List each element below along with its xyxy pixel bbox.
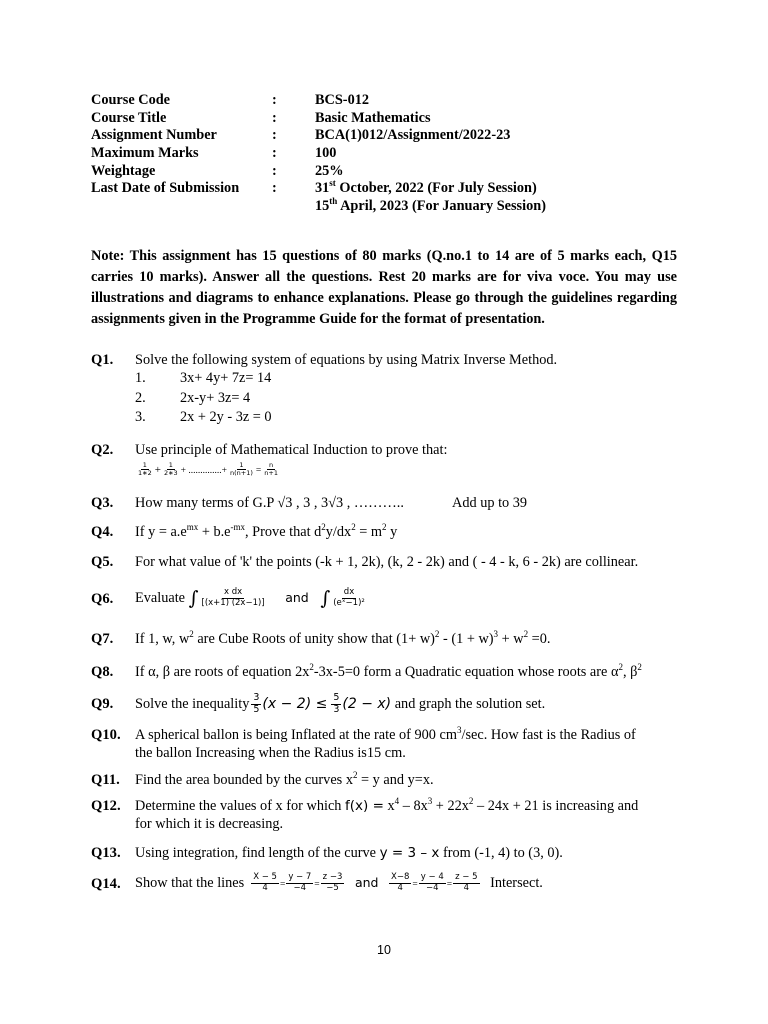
header-colon: :: [272, 180, 277, 197]
header-row-course-title: [91, 110, 546, 128]
question-body: Determine the values of x for which $f(x) = x^4 - 8x^3 + 22x^2 - 24x + 21$ is increasing and for which it is decreasing.: [135, 796, 639, 832]
question-number: Q4.: [91, 524, 114, 540]
question-body: If α, β are roots of equation $2x^2-3x-5=0$ form a Quadratic equation whose roots are $\alpha^2$, $\beta^2$: [135, 662, 642, 680]
header-colon: :: [272, 109, 277, 126]
header-row-weightage: [91, 163, 546, 181]
header-label: Maximum Marks: [91, 145, 199, 162]
equation-item: 3. 2x + 2y - 3z = 0: [135, 409, 272, 425]
equation-item: 2. 2x-y+ 3z= 4: [135, 389, 251, 406]
fraction: $\frac{z - 5}{4}$: [455, 872, 478, 894]
question-number: Q1.: [91, 352, 114, 368]
header-value: BCA(1)012/Assignment/2022-23: [315, 127, 511, 144]
header-label: Course Title: [91, 109, 167, 126]
header-value-july-session: [315, 180, 537, 198]
question-number: Q5.: [91, 554, 114, 570]
date-suffix: st: [329, 178, 336, 189]
question-text: Solve the following system of equations by using Matrix Inverse Method.: [135, 352, 558, 368]
fraction: $\frac{n}{n+1}$: [264, 460, 278, 478]
header-label: Weightage: [91, 162, 156, 179]
fraction: $\frac{1}{n(n+1)}$: [230, 460, 253, 478]
fraction: $\frac{y - 4}{-4}$: [420, 872, 444, 894]
question-number: Q8.: [91, 664, 114, 680]
question-tail: Add up to 39: [452, 495, 528, 511]
question-body: Using integration, find length of the curve y = 3 – x from (-1, 4) to (3, 0).: [135, 845, 563, 861]
header-row-last-date: [91, 180, 546, 198]
question-body: Find the area bounded by the curves $x^2 = y$ and y=x.: [135, 770, 434, 788]
question-body: If 1, w, $w^2$ are Cube Roots of unity show that $(1+ w)^2 - (1 + w)^3 + w^2 =0$.: [135, 629, 551, 647]
header-colon: :: [272, 162, 277, 179]
induction-series: $\frac{1}{1∗2}$ + $\frac{1}{2∗3}$ + ..............+ $\frac{1}{n(n+1)}$ = $\frac{n}{n+1}$: [138, 460, 278, 478]
header-value: 25%: [315, 162, 344, 179]
question-text: How many terms of G.P √3 , 3 , 3√3 , ………..: [135, 495, 404, 511]
question-number: Q2.: [91, 442, 114, 458]
integral-sign: ∫: [188, 587, 199, 610]
question-body: A spherical ballon is being Inflated at the rate of 900 $cm^3/\sec$. How fast is the Radius of the ballon Increasing when the Radius is15 cm.: [135, 725, 636, 761]
equation-item: 1. 3x+ 4y+ 7z= 14: [135, 370, 272, 386]
question-text: Use principle of Mathematical Induction to prove that:: [135, 442, 448, 458]
header-value: BCS-012: [315, 92, 370, 108]
header-row-last-date-2: [91, 198, 546, 216]
date-suffix: th: [329, 196, 338, 207]
fraction: $\frac{1}{2∗3}$: [163, 460, 178, 478]
fraction: $\frac{z -3}{-5}$: [322, 872, 343, 894]
header-row-assignment-number: [91, 127, 546, 145]
question-number: Q14.: [91, 876, 121, 892]
fraction: $\frac{y - 7}{-4}$: [288, 872, 312, 894]
page-number: 10: [377, 943, 391, 957]
header-label: Course Code: [91, 92, 171, 108]
date-day: 15: [315, 198, 330, 215]
question-number: Q12.: [91, 798, 121, 814]
header-value-january-session: [315, 198, 546, 216]
question-body: [135, 494, 705, 512]
integral-sign: ∫: [320, 587, 331, 610]
header-colon: :: [272, 92, 277, 108]
header-colon: :: [272, 127, 277, 144]
header-value: Basic Mathematics: [315, 109, 431, 126]
assignment-note: Note: This assignment has 15 questions of 80 marks (Q.no.1 to 14 are of 5 marks each, Q15 carries 10 marks). Answer all the questions. Rest 20 marks are for viva voce. You may use illustrations and diagrams to enhance explanations. Please go through the guidelines regarding assignments given in the Programme Guide for the format of presentation.: [91, 248, 677, 327]
header-colon: :: [272, 145, 277, 162]
question-body: [135, 441, 705, 482]
header-row-maximum-marks: [91, 145, 546, 163]
question-body: Solve the inequality $\frac{3}{5}$ (x − 2) ≤ $\frac{5}{3}$ (2 − x) and graph the solution set.: [135, 692, 546, 716]
header-label: Assignment Number: [91, 127, 217, 144]
date-rest: October, 2022 (For July Session): [335, 180, 537, 197]
question-body: If $y = a.e^{mx} + b.e^{-mx}$, Prove that $d^2y/dx^2 = m^2$ y: [135, 522, 398, 540]
question-body: Evaluate ∫ $\frac{\text{x dx}}{[(x+1) (2x-1)]}$ and ∫ $\frac{dx}{\text{(eˣ−1)²}}$: [135, 587, 365, 610]
question-number: Q10.: [91, 727, 121, 743]
header-row-course-code: [91, 92, 546, 110]
fraction: $\frac{5}{3}$: [333, 692, 340, 716]
fraction: $\frac{dx}{\text{(eˣ−1)²}}$: [333, 587, 365, 609]
question-number: Q13.: [91, 845, 121, 861]
question-body: Show that the lines $\frac{X - 5}{4}$ = $\frac{y - 7}{-4}$ = $\frac{z -3}{-5}$ and $\frac{X-8}{4}$ = $\frac{y - 4}{-4}$ = $\frac{z - 5}{4}$ Intersect.: [135, 872, 543, 894]
fraction: $\frac{\text{x dx}}{[(x+1) (2x-1)]}$: [201, 587, 265, 609]
fraction: $\frac{X - 5}{4}$: [253, 872, 277, 894]
question-number: Q7.: [91, 631, 114, 647]
date-rest: April, 2023 (For January Session): [337, 198, 546, 215]
question-body: [135, 351, 705, 428]
header-label: Last Date of Submission: [91, 180, 240, 197]
fraction: $\frac{3}{5}$: [253, 692, 260, 716]
question-number: Q11.: [91, 772, 120, 788]
question-number: Q9.: [91, 696, 114, 712]
fraction: $\frac{1}{1∗2}$: [138, 460, 152, 478]
header-value: 100: [315, 145, 337, 162]
question-text: For what value of 'k' the points (-k + 1, 2k), (k, 2 - 2k) and ( - 4 - k, 6 - 2k) are collinear.: [135, 554, 639, 570]
fraction: $\frac{X-8}{4}$: [391, 872, 410, 894]
question-number: Q6.: [91, 591, 114, 607]
date-day: 31: [315, 180, 330, 197]
assignment-header: [91, 92, 546, 216]
question-number: Q3.: [91, 495, 114, 511]
